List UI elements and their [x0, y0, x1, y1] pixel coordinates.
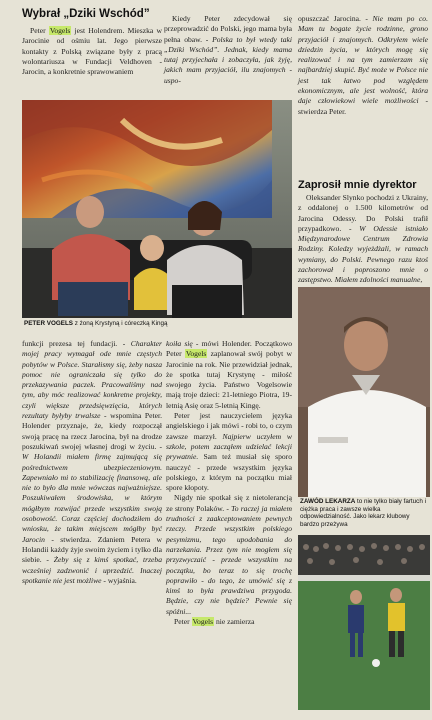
football-photo	[298, 535, 430, 710]
doctor-photo-caption: ZAWÓD LEKARZA to nie tylko biały fartuch i ciężka praca i zawsze wielka odpowiedzialność. Jako lekarz klubowy bardzo przeżywa	[300, 498, 426, 528]
football-photo-image	[298, 535, 430, 710]
headline-zaprosil: Zaprosił mnie dyrektor	[298, 179, 417, 191]
doctor-photo	[298, 287, 430, 497]
column-3-top: opuszczać Jarocina. - Nie mam po co. Mam tu bogate życie rodzinne, grono przyjaciół i znajomych. Odkryłem wiele dziedzin życia, w których mogę się realizować i na tym zamierzam się najbardziej skupić. Być może w Polsce nie jest tak łatwo pod względem ekonomicznym, ale jest wolność, która daje człowiekowi wiele możliwości - stwierdza Peter.	[298, 14, 428, 116]
column-2-bottom: koiła się - mówi Holender. Początkowo Peter Vogels zaplanował swój pobyt w Jarocinie na rok. Nie przewidział jednak, że spotka tutaj Krystynę - miłość swojego życia. Państwo Vogelsowie mają troje dzieci: 21-letniego Piotra, 19-letnią Asię oraz 5-letnią Kingę. Peter jest nauczycielem języka angielskiego i jak mówi - robi to, o czym zawsze marzył. Najpierw uczyłem w szkole, potem zacząłem udzielać lekcji prywatnie. Sam też musiał się sporo nauczyć - przede wszystkim języka polskiego, z którym na początku miał spore kłopoty. Nigdy nie spotkał się z nietolerancją ze strony Polaków. - To raczej ja miałem trudności z zaakceptowaniem pewnych rzeczy. Przede wszystkim polskiego pesymizmu, tego upodobania do narzekania. Przez tym nie mogłem się przyzwyczaić - przede wszystkim na początku, bo teraz to się trochę poprawiło - do tego, że umówić się z kimś to była prawdziwa przygoda. Będzie, czy nie będzie? Pewnie się spóźni... Peter Vogels nie zamierza	[166, 339, 292, 627]
column-1-bottom: funkcji prezesa tej fundacji. - Charakter mojej pracy wymagał ode mnie częstych pobytów w Polsce. Starałismy się, żeby nasza pomoc nie ograniczała się tylko do przekazywania paczek. Pracowaliśmy nad tym, aby móc realizować konkretne projekty, czyli większe przedsięwzięcia, których rezultaty byłyby trwalsze - wspomina Peter. Holender przyznaje, że, kiedy rozpoczął swoją pracę na rzecz Jarocina, był na drodze poszukiwań swojej własnej drogi w życiu. - W Holandii miałem firmę zajmującą się pośrednictwem ubezpieczeniowym. Zapewniało mi to stabilizację finansową, ale nie to było dla mnie wówczas najważniejsze. Poszukiwałem środowiska, w którym mógłbym rozwijać przede wszystkim swoją osobowość. Coraz częściej dochodziłem do wniosku, że takim miejscem mógłby być Jarocin - stwierdza. Zdaniem Petera w Holandii każdy żyje swoim życiem i tylko dla siebie. - Żeby się z kimś spotkać, trzeba wcześniej zadzwonić i uprzedzić. Inaczej spotkanie nie jest możliwe - wyjaśnia.	[22, 339, 163, 585]
headline-wybral: Wybrał „Dziki Wschód”	[22, 8, 150, 20]
family-photo-image	[22, 100, 292, 318]
family-photo-caption: PETER VOGELS z żoną Krystyną i córeczką Kingą	[24, 320, 168, 327]
name-vogels: Vogels	[185, 349, 207, 359]
column-3-middle: Oleksander Slynko pochodzi z Ukrainy, z oddalonej o 1.500 kilometrów od Jarocina Odessy. Do Polski trafił przypadkowo. - W Odessie istniało Międzynarodowe Centrum Zdrowia Rodziny. Koledzy wyjeżdżali, w ramach wymiany, do Polski. Pewnego razu ktoś zachorował i poproszono mnie o zastępstwo. Miałem zdolności manualne,	[298, 193, 428, 285]
column-2-top: Kiedy Peter zdecydował się przeprowadzić do Polski, jego mama była pełna obaw. - Polska to był wtedy taki „Dziki Wschód”. Jednak, kiedy mama tutaj przyjechała i zobaczyła, jak żyję, jakich mam przyjaciół, ilu znajomych - uspo-	[164, 14, 293, 85]
column-1-top: Peter Vogels jest Holendrem. Mieszka w Jarocinie od ośmiu lat. Jego pierwsze kontakty z Polską związane były z pracą wolontariusza w Fundacji Veldhoven - Jarocin, a konkretnie sprawowaniem	[22, 26, 162, 77]
family-photo	[22, 100, 292, 318]
doctor-photo-image	[298, 287, 430, 497]
name-vogels: Vogels	[192, 617, 214, 627]
name-vogels: Vogels	[49, 26, 71, 35]
